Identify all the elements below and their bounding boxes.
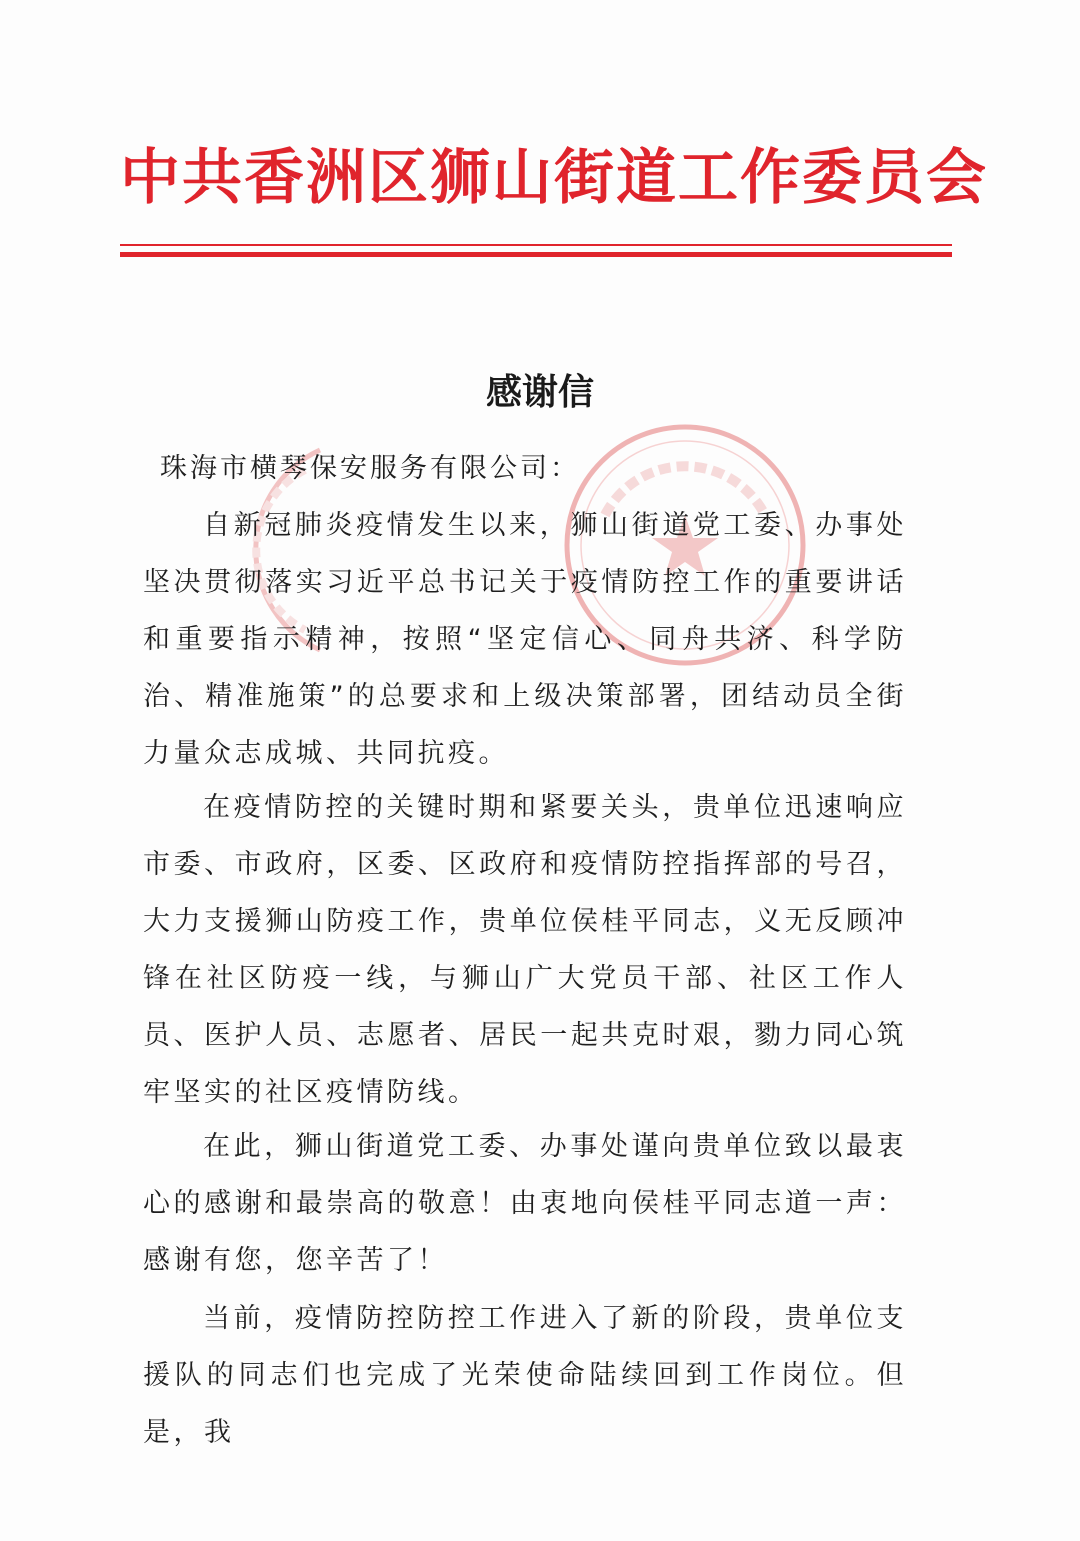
letter-paragraph-3: [143, 1118, 907, 1289]
letter-paragraph-2: [143, 779, 907, 1121]
paragraph-text: 当前，疫情防控防控工作进入了新的阶段，贵单位支援队的同志们也完成了光荣使命陆续回到工作岗位。但是，我: [143, 1303, 907, 1448]
letterhead-rule-thin: [120, 244, 952, 246]
letter-paragraph-4: [143, 1290, 907, 1461]
letter-salutation: 珠海市横琴保安服务有限公司：: [160, 453, 580, 484]
paragraph-text: 自新冠肺炎疫情发生以来，狮山街道党工委、办事处坚决贯彻落实习近平总书记关于疫情防控工作的重要讲话和重要指示精神，按照“坚定信心、同舟共济、科学防治、精准施策”的总要求和上级决策部署，团结动员全街力量众志成城、共同抗疫。: [143, 510, 907, 769]
paragraph-text: 在疫情防控的关键时期和紧要关头，贵单位迅速响应市委、市政府，区委、区政府和疫情防控指挥部的号召，大力支援狮山防疫工作，贵单位侯桂平同志，义无反顾冲锋在社区防疫一线，与狮山广大党员干部、社区工作人员、医护人员、志愿者、居民一起共克时艰，勠力同心筑牢坚实的社区疫情防线。: [143, 792, 907, 1108]
letterhead-title: 中共香洲区狮山街道工作委员会: [120, 143, 988, 213]
letter-title: 感谢信: [485, 371, 594, 413]
letterhead-rule-thick: [120, 252, 952, 257]
paragraph-text: 在此，狮山街道党工委、办事处谨向贵单位致以最衷心的感谢和最崇高的敬意！由衷地向侯桂平同志道一声：感谢有您，您辛苦了！: [143, 1131, 907, 1276]
letter-paragraph-1: [143, 497, 907, 782]
